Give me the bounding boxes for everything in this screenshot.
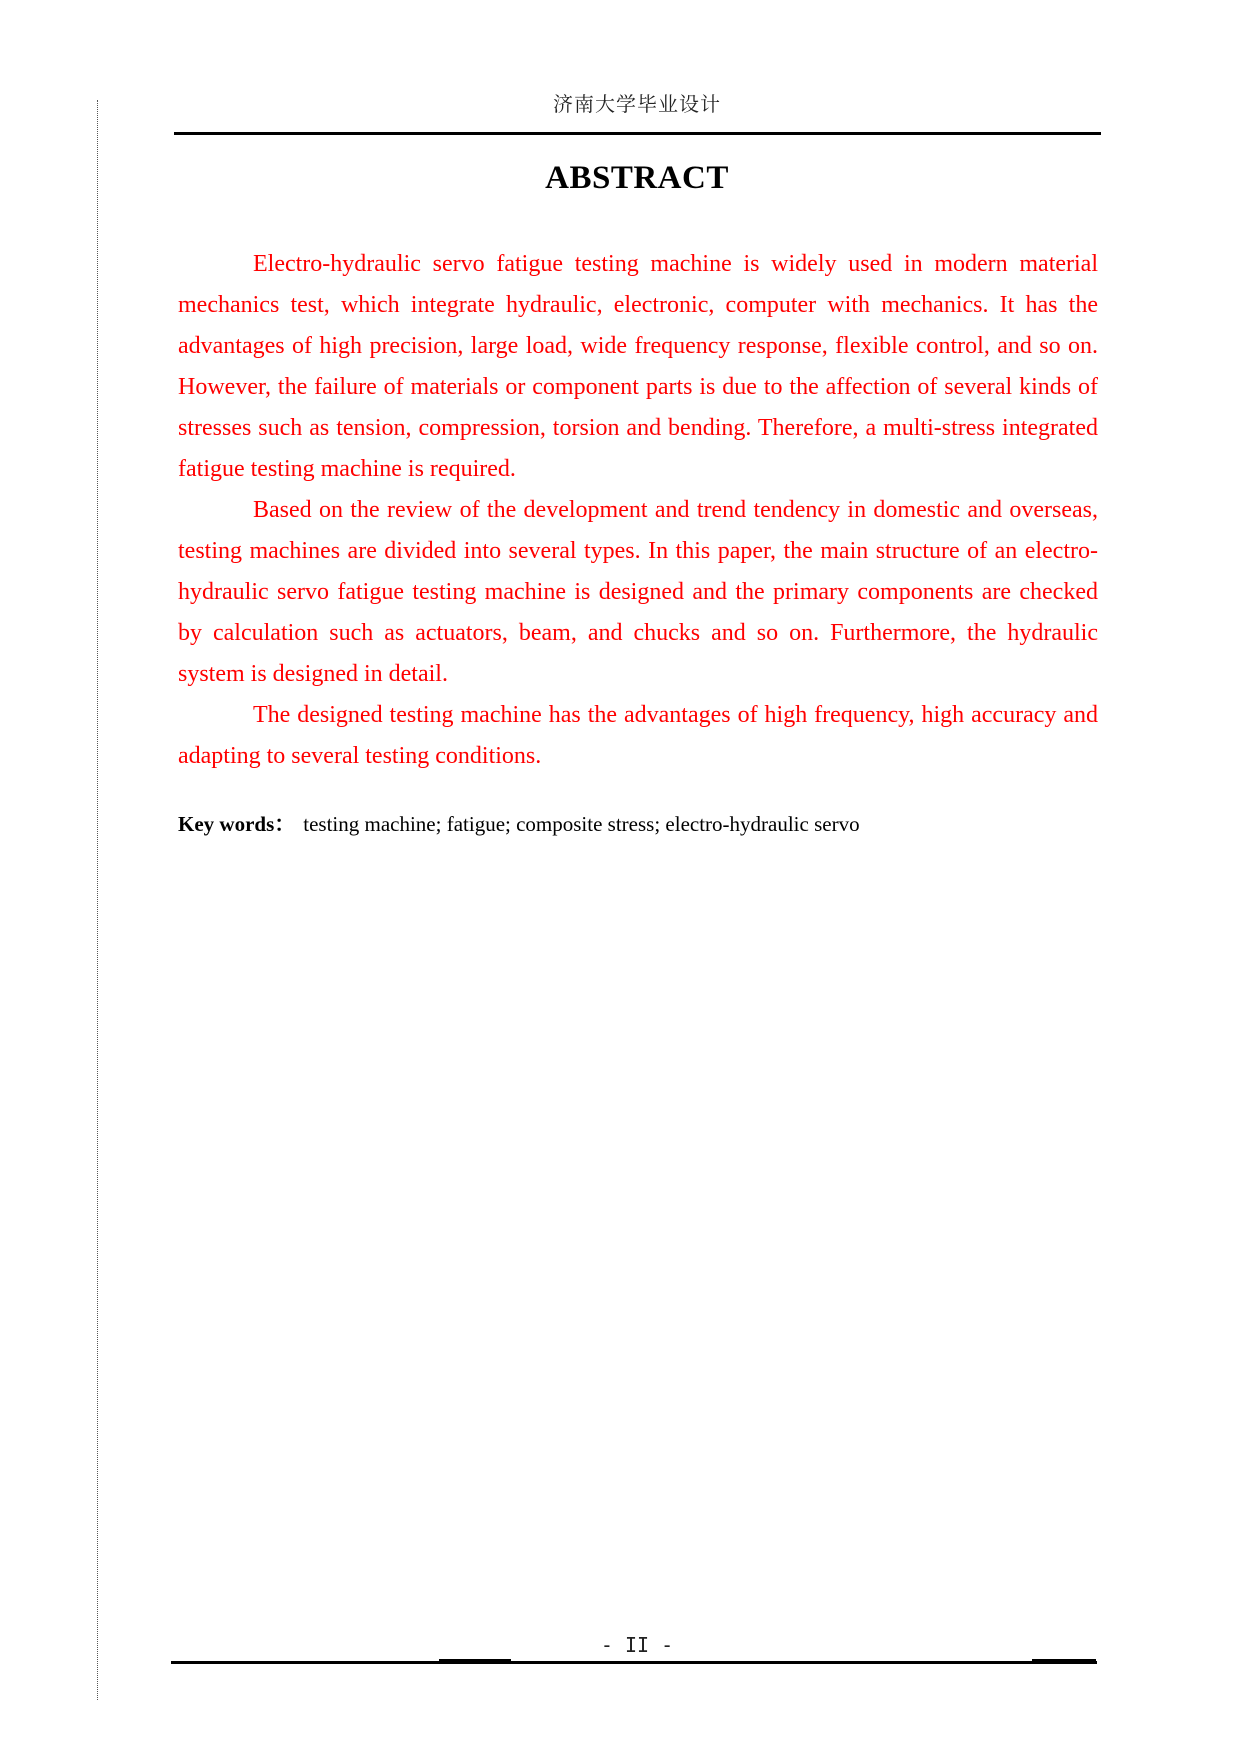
- keywords-value: testing machine; fatigue; composite stress; electro-hydraulic servo: [303, 812, 860, 836]
- keywords-line: [178, 808, 1098, 838]
- running-header-title: 济南大学毕业设计: [553, 92, 721, 116]
- header-rule: [174, 132, 1101, 135]
- footer-rule-accent-left: [439, 1659, 511, 1661]
- keywords-separator: ：: [274, 812, 296, 836]
- page-number: - II -: [600, 1633, 674, 1657]
- abstract-paragraph-1: Electro-hydraulic servo fatigue testing machine is widely used in modern material mechanics test, which integrate hydraulic, electronic, computer with mechanics. It has the advantages of high precision, large load, wide frequency response, flexible control, and so on. However, the failure of materials or component parts is due to the affection of several kinds of stresses such as tension, compression, torsion and bending. Therefore, a multi-stress integrated fatigue testing machine is required.: [178, 251, 1098, 482]
- footer-rule-accent-right: [1032, 1659, 1096, 1661]
- footer-rule: [171, 1661, 1097, 1664]
- binding-margin-line: [97, 100, 98, 1700]
- abstract-paragraph-3: The designed testing machine has the advantages of high frequency, high accuracy and adapting to several testing conditions.: [178, 702, 1098, 769]
- abstract-paragraph-2: Based on the review of the development and trend tendency in domestic and overseas, testing machines are divided into several types. In this paper, the main structure of an electro-hydraulic servo fatigue testing machine is designed and the primary components are checked by calculation such as actuators, beam, and chucks and so on. Furthermore, the hydraulic system is designed in detail.: [178, 497, 1098, 687]
- abstract-body: [178, 244, 1098, 777]
- abstract-heading: ABSTRACT: [545, 160, 729, 196]
- keywords-label: Key words: [178, 812, 275, 836]
